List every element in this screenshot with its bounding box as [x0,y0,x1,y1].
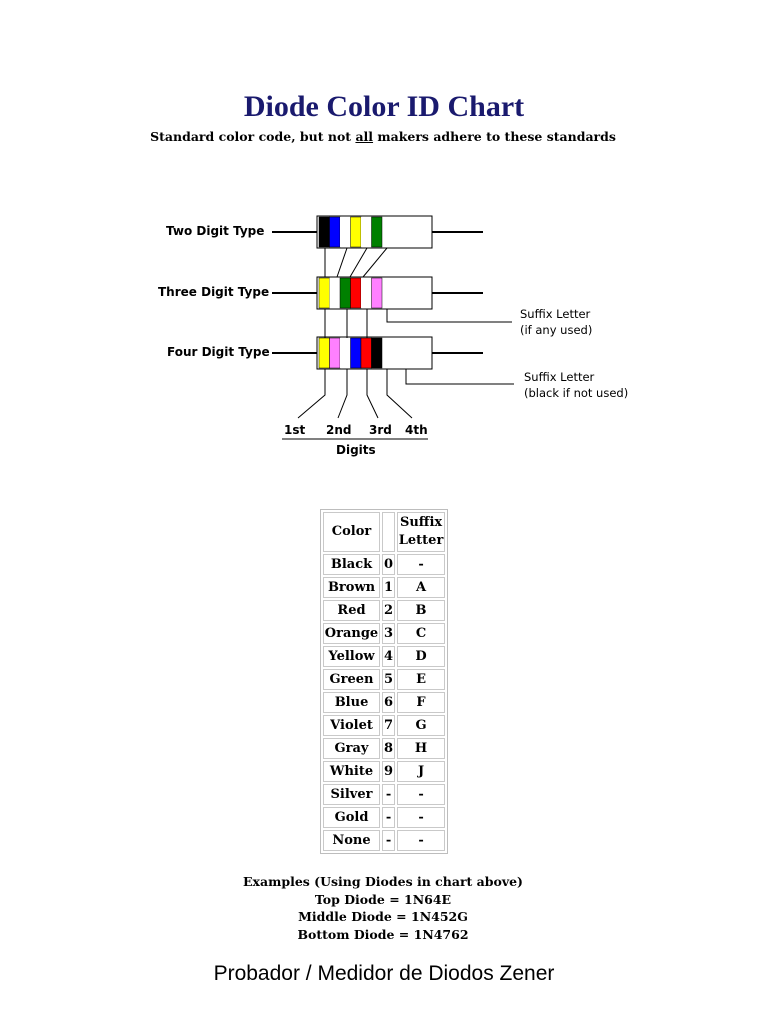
suffix-cell: - [397,784,445,805]
table-header-row [323,512,445,552]
suffix-cell: E [397,669,445,690]
color-band [340,278,351,308]
digit-cell: 3 [382,623,395,644]
color-band [340,338,351,368]
color-cell: Brown [323,577,380,598]
label-three-digit: Three Digit Type [158,285,270,299]
table-row [323,600,445,621]
label-four-digit: Four Digit Type [167,345,270,359]
header-color: Color [323,512,380,552]
color-cell: Violet [323,715,380,736]
suffix-cell: - [397,830,445,851]
color-band [351,217,362,247]
color-cell: Yellow [323,646,380,667]
color-cell: None [323,830,380,851]
digit-label-4th: 4th [405,423,428,437]
digit-cell: 4 [382,646,395,667]
color-band [361,217,372,247]
digit-cell: - [382,830,395,851]
color-band [319,338,330,368]
suffix-label-1-line-2: (if any used) [520,323,593,337]
color-band [330,217,341,247]
subtitle-part-1: Standard color code, but not [150,129,356,144]
suffix-cell: G [397,715,445,736]
footer-caption: Probador / Medidor de Diodos Zener [213,962,555,985]
color-band [351,338,362,368]
suffix-cell: B [397,600,445,621]
table-row [323,577,445,598]
header-suffix: Suffix Letter [397,512,445,552]
subtitle-part-2: makers adhere to these standards [373,129,616,144]
suffix-cell: J [397,761,445,782]
example-top: Top Diode = 1N64E [314,891,452,907]
digit-cell: 2 [382,600,395,621]
digit-cell: 9 [382,761,395,782]
suffix-cell: - [397,554,445,575]
color-cell: Silver [323,784,380,805]
diode-three-digit [317,277,432,309]
color-band [330,338,341,368]
color-cell: Blue [323,692,380,713]
color-cell: Gold [323,807,380,828]
digit-label-1st: 1st [284,423,306,437]
subtitle-emphasis: all [355,129,374,144]
examples-heading: Examples (Using Diodes in chart above) [243,874,523,889]
page-title: Diode Color ID Chart [243,90,525,123]
color-band [372,217,383,247]
color-code-table [320,509,448,854]
table-row [323,830,445,851]
digit-cell: 7 [382,715,395,736]
diode-two-digit [317,216,432,248]
suffix-cell: D [397,646,445,667]
color-cell: Black [323,554,380,575]
digit-cell: 1 [382,577,395,598]
suffix-cell: H [397,738,445,759]
suffix-label-2-line-2: (black if not used) [524,386,629,400]
color-band [319,217,330,247]
color-band [351,278,362,308]
suffix-cell: C [397,623,445,644]
color-cell: Red [323,600,380,621]
digit-cell: - [382,807,395,828]
color-band [319,278,330,308]
suffix-cell: A [397,577,445,598]
table-row [323,807,445,828]
digit-cell: - [382,784,395,805]
color-band [361,338,372,368]
color-band [372,338,383,368]
connector-lines [298,248,514,418]
digits-caption: Digits [336,443,376,457]
example-middle: Middle Diode = 1N452G [298,909,468,924]
color-band [372,278,383,308]
color-cell: Gray [323,738,380,759]
color-cell: Orange [323,623,380,644]
table-row [323,715,445,736]
label-two-digit: Two Digit Type [166,224,265,238]
color-band [340,217,351,247]
table-row [323,692,445,713]
table-row [323,623,445,644]
suffix-label-2-line-1: Suffix Letter [524,370,595,384]
digit-cell: 5 [382,669,395,690]
table-row [323,669,445,690]
digit-label-3rd: 3rd [369,423,392,437]
diode-band-diagram [0,0,768,500]
digit-cell: 8 [382,738,395,759]
color-cell: Green [323,669,380,690]
color-band [330,278,341,308]
diode-four-digit [317,337,432,369]
suffix-cell: - [397,807,445,828]
table-row [323,646,445,667]
digit-cell: 0 [382,554,395,575]
table-row [323,784,445,805]
table-row [323,761,445,782]
example-bottom: Bottom Diode = 1N4762 [297,926,469,942]
color-band [361,278,372,308]
examples-block [0,873,766,943]
table-row [323,738,445,759]
digit-cell: 6 [382,692,395,713]
suffix-label-1-line-1: Suffix Letter [520,307,591,321]
digit-label-2nd: 2nd [326,423,352,437]
header-digit [382,512,395,552]
color-cell: White [323,761,380,782]
table-row [323,554,445,575]
suffix-cell: F [397,692,445,713]
